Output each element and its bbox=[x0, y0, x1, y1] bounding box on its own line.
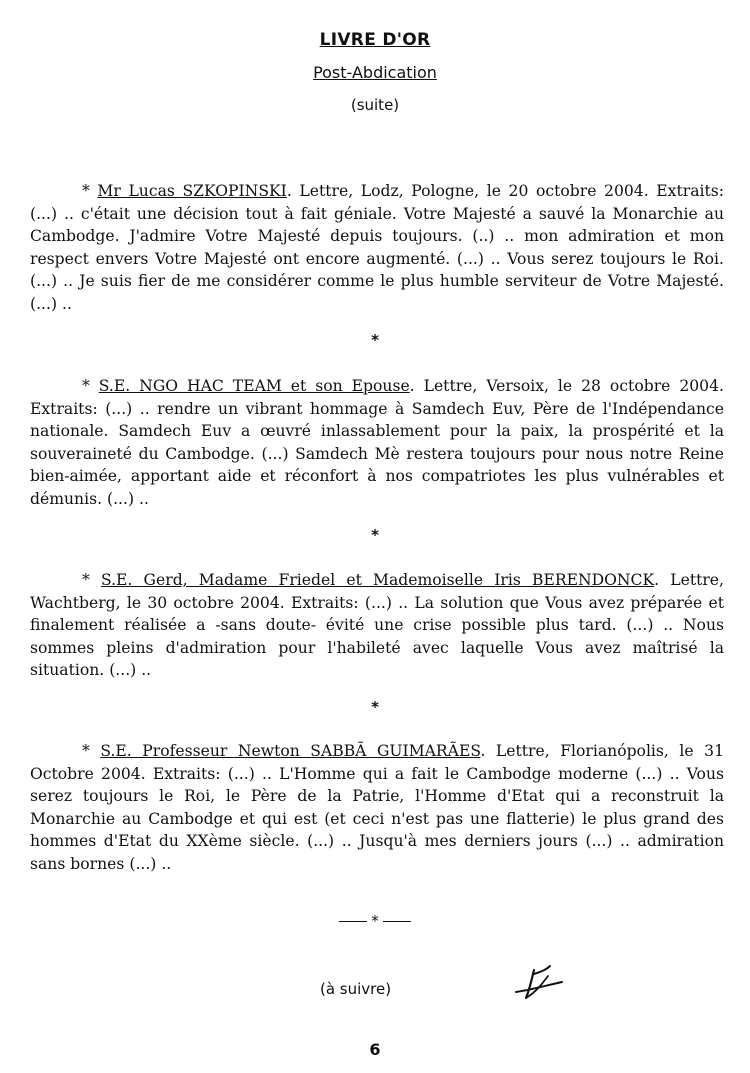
entry-szkopinski bbox=[30, 180, 724, 316]
separator-line-right bbox=[383, 921, 411, 922]
page-subtitle: Post-Abdication bbox=[313, 63, 437, 82]
entry-author: S.E. Professeur Newton SABBÃ GUIMARÃES bbox=[100, 742, 481, 760]
entry-sabba-guimaraes bbox=[30, 740, 724, 876]
final-separator bbox=[0, 912, 750, 930]
entry-ngo-hac-team bbox=[30, 375, 724, 511]
entry-author: Mr Lucas SZKOPINSKI bbox=[97, 182, 287, 200]
separator-star: * bbox=[371, 698, 379, 716]
entry-berendonck bbox=[30, 569, 724, 682]
a-suivre-label: (à suivre) bbox=[320, 980, 392, 998]
entry-bullet: * bbox=[82, 182, 98, 200]
separator-star: * bbox=[371, 526, 379, 544]
page-title: LIVRE D'OR bbox=[319, 30, 431, 50]
entry-author: S.E. Gerd, Madame Friedel et Mademoiselle Iris BERENDONCK bbox=[100, 571, 655, 589]
signature-initials bbox=[512, 962, 572, 1002]
entry-author: S.E. NGO HAC TEAM et son Epouse bbox=[98, 377, 410, 395]
page-number: 6 bbox=[369, 1040, 381, 1059]
entry-bullet: * bbox=[82, 377, 99, 395]
entry-text: . Lettre, Lodz, Pologne, le 20 octobre 2004. Extraits: (...) .. c'était une décision tout à fait géniale. Votre Majesté a sauvé la Monarchie au Cambodge. J'admire Votre Majesté depuis toujours. (..) .. mon admiration et mon respect envers Votre Majesté ont encore augmenté. (...) .. Vous serez toujours le Roi. (...) .. Je suis fier de me considérer comme le plus humble serviteur de Votre Majesté. (...) .. bbox=[30, 182, 725, 313]
separator-star: * bbox=[371, 331, 379, 349]
separator-line-left bbox=[339, 921, 367, 922]
entry-text: . Lettre, Versoix, le 28 octobre 2004. Extraits: (...) .. rendre un vibrant hommage à Samdech Euv, Père de l'Indépendance nationale. Samdech Euv a œuvré inlassablement pour la paix, la prospérité et la souveraineté du Cambodge. (...) Samdech Mè restera toujours pour nous notre Reine bien-aimée, apportant aide et réconfort à nos compatriotes les plus vulnérables et démunis. (...) .. bbox=[30, 377, 724, 508]
entry-text: . Lettre, Wachtberg, le 30 octobre 2004. Extraits: (...) .. La solution que Vous avez préparée et finalement réalisée a -sans doute- évité une crise possible plus tard. (...) .. Nous sommes pleins d'admiration pour l'habileté avec laquelle Vous avez maîtrisé la situation. (...) .. bbox=[30, 571, 724, 680]
entry-text: . Lettre, Florianópolis, le 31 Octobre 2004. Extraits: (...) .. L'Homme qui a fait le Cambodge moderne (...) .. Vous serez toujours le Roi, le Père de la Patrie, l'Homme d'Etat qui a reconstruit la Monarchie au Cambodge et qui est (et ceci n'est pas une flatterie) le plus grand des hommes d'Etat du XXème siècle. (...) .. Jusqu'à mes derniers jours (...) .. admiration sans bornes (...) .. bbox=[30, 742, 724, 873]
entry-bullet: * bbox=[82, 571, 101, 589]
entry-bullet: * bbox=[82, 742, 101, 760]
suite-label: (suite) bbox=[350, 96, 400, 114]
final-separator-star: * bbox=[371, 912, 379, 930]
